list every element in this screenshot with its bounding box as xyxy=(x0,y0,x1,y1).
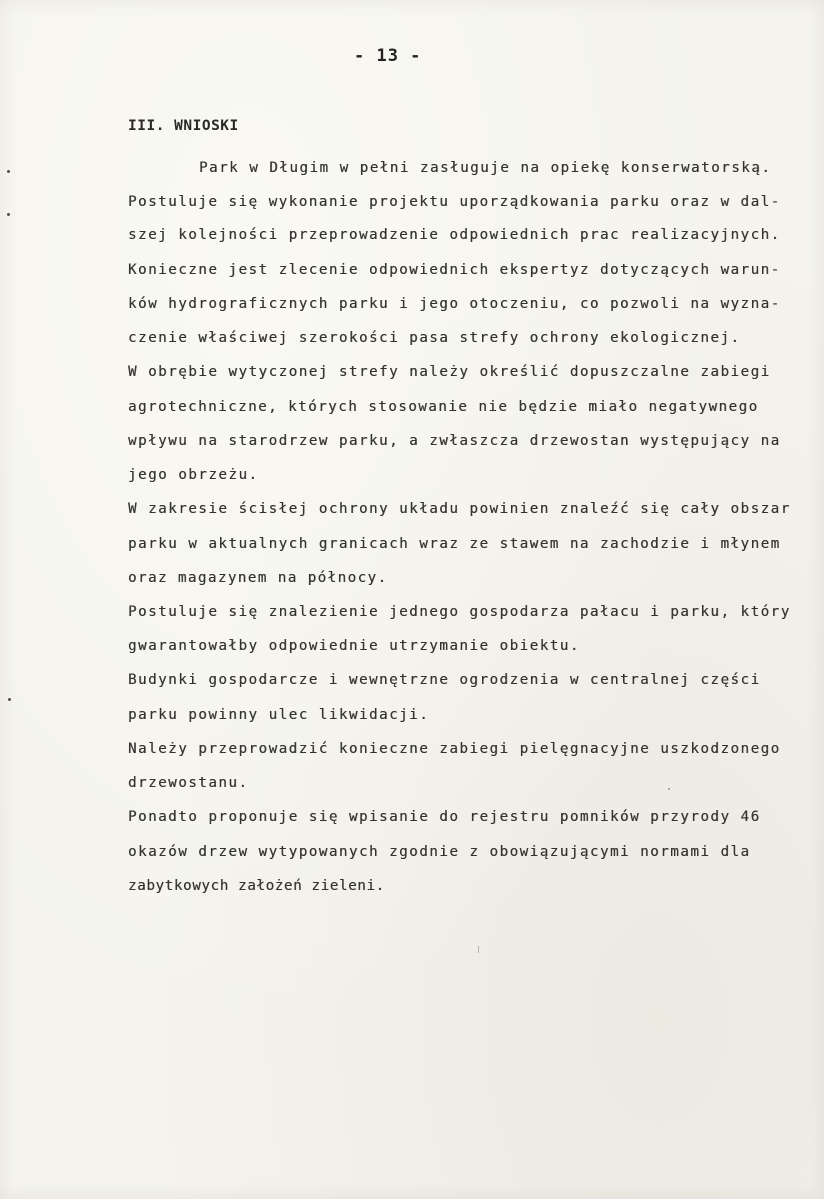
punch-mark xyxy=(7,213,10,216)
text-line: Park w Długim w pełni zasługuje na opiekę konserwatorską. xyxy=(199,160,772,176)
punch-mark xyxy=(8,698,11,701)
text-line: agrotechniczne, których stosowanie nie będzie miało negatywnego xyxy=(128,399,759,415)
text-line: Postuluje się wykonanie projektu uporządkowania parku oraz w dal- xyxy=(128,194,781,210)
text-line: gwarantowałby odpowiednie utrzymanie obiektu. xyxy=(128,638,580,654)
text-line: ków hydrograficznych parku i jego otoczeniu, co pozwoli na wyzna- xyxy=(128,296,781,312)
text-line: W obrębie wytyczonej strefy należy określić dopuszczalne zabiegi xyxy=(128,364,771,380)
text-line: Należy przeprowadzić konieczne zabiegi pielęgnacyjne uszkodzonego xyxy=(128,741,781,757)
text-line: oraz magazynem na północy. xyxy=(128,570,388,586)
text-line: zabytkowych założeń zieleni. xyxy=(128,878,385,894)
text-line: wpływu na starodrzew parku, a zwłaszcza drzewostan występujący na xyxy=(128,433,781,449)
paper-speck xyxy=(478,946,479,953)
punch-mark xyxy=(7,170,10,173)
text-line: czenie właściwej szerokości pasa strefy ochrony ekologicznej. xyxy=(128,330,741,346)
text-line: Konieczne jest zlecenie odpowiednich ekspertyz dotyczących warun- xyxy=(128,262,781,278)
text-line: W zakresie ścisłej ochrony układu powinien znaleźć się cały obszar xyxy=(128,501,791,517)
paper-speck xyxy=(668,788,670,790)
text-line: Ponadto proponuje się wpisanie do rejestru pomników przyrody 46 xyxy=(128,809,761,825)
text-line: szej kolejności przeprowadzenie odpowiednich prac realizacyjnych. xyxy=(128,227,781,243)
text-line: jego obrzeżu. xyxy=(128,467,259,483)
text-line: Budynki gospodarcze i wewnętrzne ogrodzenia w centralnej części xyxy=(128,672,761,688)
text-line: drzewostanu. xyxy=(128,775,249,791)
text-line: okazów drzew wytypowanych zgodnie z obowiązującymi normami dla xyxy=(128,844,751,860)
text-line: parku powinny ulec likwidacji. xyxy=(128,707,430,723)
text-line: parku w aktualnych granicach wraz ze stawem na zachodzie i młynem xyxy=(128,536,781,552)
page-number: - 13 - xyxy=(354,46,422,66)
section-heading: III. WNIOSKI xyxy=(128,118,239,134)
text-line: Postuluje się znalezienie jednego gospodarza pałacu i parku, który xyxy=(128,604,791,620)
